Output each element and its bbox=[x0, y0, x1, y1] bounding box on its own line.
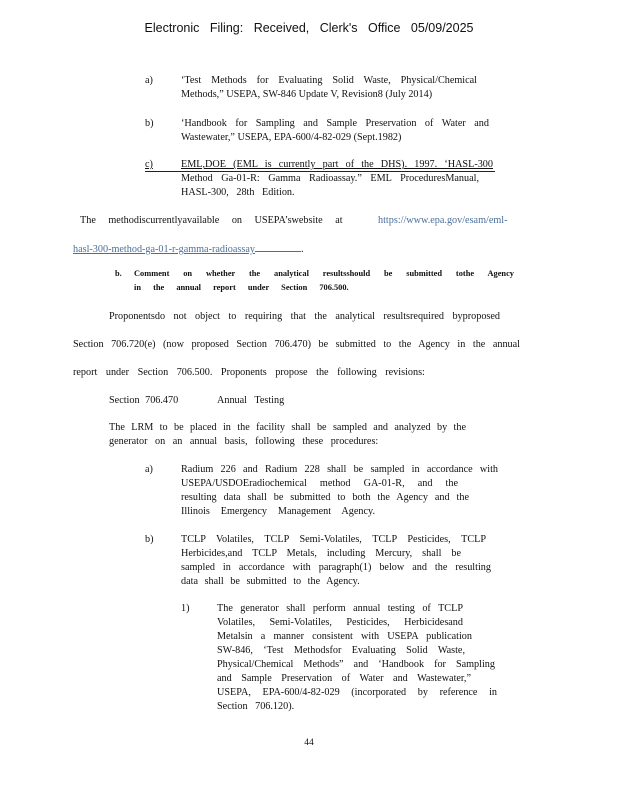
body-line-1: Proponentsdo not object to requiring that the analytical resultsrequired byproposed bbox=[109, 311, 500, 322]
procedure-b-line-1: TCLP Volatiles, TCLP Semi-Volatiles, TCLP Pesticides, TCLP bbox=[181, 534, 486, 545]
ref-b-marker: b) bbox=[145, 118, 154, 129]
procedure-b-line-3: sampled in accordance with paragraph(1) below and the resulting bbox=[181, 562, 491, 573]
sub-item-1-line-8: Section 706.120). bbox=[217, 701, 295, 712]
availability-period: . bbox=[300, 244, 304, 255]
section-number: Section 706.470 bbox=[109, 395, 179, 406]
epa-link-part-1[interactable]: https://www.epa.gov/esam/eml- bbox=[378, 215, 508, 226]
comment-marker: b. bbox=[115, 269, 122, 278]
body-line-3: report under Section 706.500. Proponents propose the following revisions: bbox=[73, 367, 425, 378]
ref-c-line-2: Method Ga-01-R: Gamma Radioassay.” EML ProceduresManual, bbox=[181, 173, 479, 184]
ref-b-text: ‘Handbook for Sampling and Sample Preservation of Water and Wastewater,” USEPA, EPA-600/4-82-029 (Sept.1982) bbox=[181, 118, 489, 143]
procedure-a-line-1: Radium 226 and Radium 228 shall be sampled in accordance with bbox=[181, 464, 498, 475]
sub-item-1-line-6: and Sample Preservation of Water and Wastewater,” bbox=[217, 673, 471, 684]
sub-item-1-marker: 1) bbox=[181, 603, 190, 614]
procedure-a-line-2: USEPA/USDOEradiochemical method GA-01-R, and the bbox=[181, 478, 458, 489]
procedure-b-line-2: Herbicides,and TCLP Metals, including Mercury, shall be bbox=[181, 548, 461, 559]
ref-c-marker: c) bbox=[145, 159, 153, 170]
procedure-a-marker: a) bbox=[145, 464, 153, 475]
ref-a-marker: a) bbox=[145, 75, 153, 86]
sub-item-1-line-1: The generator shall perform annual testing of TCLP bbox=[217, 603, 463, 614]
section-title: Annual Testing bbox=[217, 395, 285, 406]
filing-header: Electronic Filing: Received, Clerk's Office 05/09/2025 bbox=[144, 21, 474, 35]
sub-item-1-line-2: Volatiles, Semi-Volatiles, Pesticides, Herbicidesand bbox=[217, 617, 463, 628]
lrm-line-2: generator on an annual basis, following these procedures: bbox=[109, 436, 379, 447]
sub-item-1-line-3: Metalsin a manner consistent with USEPA publication bbox=[217, 631, 472, 642]
procedure-a-line-3: resulting data shall be submitted to both the Agency and the bbox=[181, 492, 469, 503]
page-number: 44 bbox=[304, 738, 314, 748]
sub-item-1-line-5: Physical/Chemical Methods” and ‘Handbook for Sampling bbox=[217, 659, 495, 670]
sub-item-1-line-7: USEPA, EPA-600/4-82-029 (incorporated by reference in bbox=[217, 687, 497, 698]
link-underline-extension bbox=[255, 242, 301, 252]
ref-c-line-1: EML,DOE (EML is currently part of the DHS). 1997. ‘HASL-300 bbox=[181, 159, 493, 170]
procedure-b-marker: b) bbox=[145, 534, 154, 545]
ref-c-line-3: HASL-300, 28th Edition. bbox=[181, 187, 295, 198]
comment-line-1: Comment on whether the analytical resultsshould be submitted tothe Agency bbox=[134, 269, 514, 278]
procedure-b-line-4: data shall be submitted to the Agency. bbox=[181, 576, 360, 587]
lrm-line-1: The LRM to be placed in the facility shall be sampled and analyzed by the bbox=[109, 422, 466, 433]
sub-item-1-line-4: SW-846, ‘Test Methodsfor Evaluating Solid Waste, bbox=[217, 645, 465, 656]
comment-line-2: in the annual report under Section 706.500. bbox=[134, 283, 349, 292]
body-line-2: Section 706.720(e) (now proposed Section 706.470) be submitted to the Agency in the annual bbox=[73, 339, 520, 350]
ref-a-text: ‘Test Methods for Evaluating Solid Waste, Physical/Chemical Methods,” USEPA, SW-846 Update V, Revision8 (July 2014) bbox=[181, 75, 477, 100]
procedure-a-line-4: Illinois Emergency Management Agency. bbox=[181, 506, 375, 517]
availability-text: The methodiscurrentlyavailable on USEPA’swebsite at bbox=[80, 215, 343, 226]
availability-line-2 bbox=[73, 242, 304, 257]
epa-link-part-2[interactable]: hasl-300-method-ga-01-r-gamma-radioassay bbox=[73, 244, 255, 255]
